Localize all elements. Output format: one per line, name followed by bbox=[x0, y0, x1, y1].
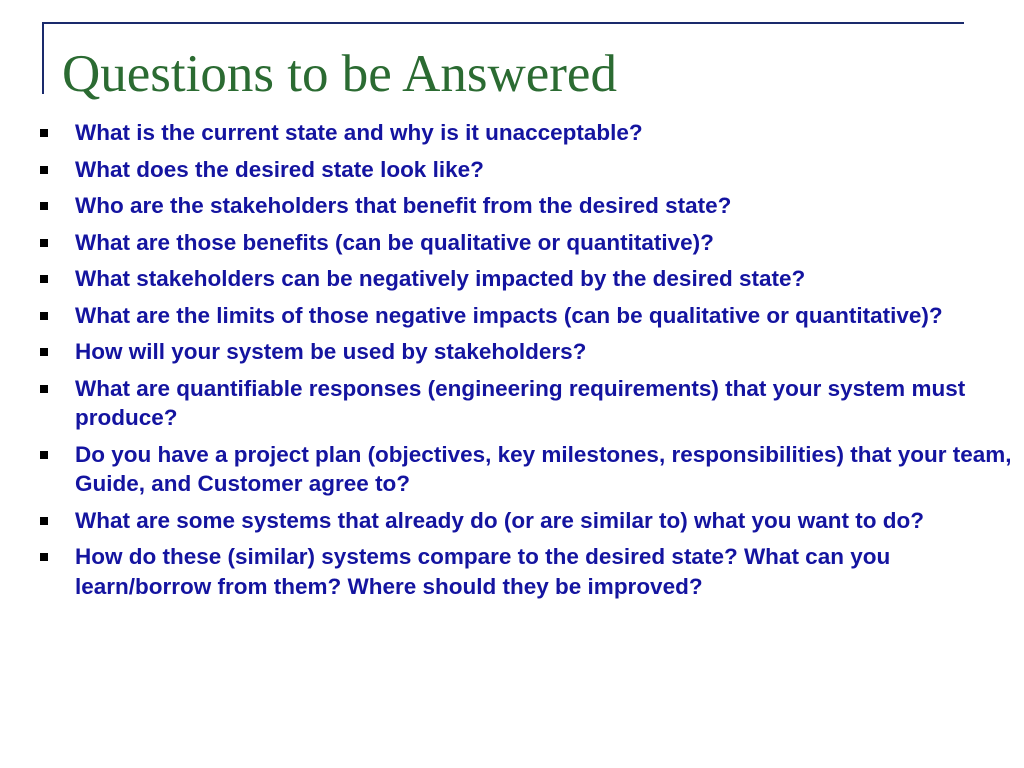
bullet-text: Do you have a project plan (objectives, key milestones, responsibilities) that your team, Guide, and Customer agree to? bbox=[75, 441, 1012, 496]
bullet-list bbox=[38, 118, 1013, 608]
bullet-item bbox=[38, 337, 1013, 367]
frame-left-line bbox=[42, 22, 44, 94]
bullet-text: What are quantifiable responses (engineering requirements) that your system must produce? bbox=[75, 375, 966, 430]
square-bullet-icon bbox=[40, 553, 48, 561]
bullet-text: What stakeholders can be negatively impacted by the desired state? bbox=[75, 266, 806, 291]
bullet-item bbox=[38, 301, 1013, 331]
square-bullet-icon bbox=[40, 129, 48, 137]
frame-top-line bbox=[42, 22, 964, 24]
bullet-item bbox=[38, 118, 1013, 148]
bullet-text: What are some systems that already do (or are similar to) what you want to do? bbox=[75, 507, 924, 533]
square-bullet-icon bbox=[40, 348, 48, 356]
bullet-item bbox=[38, 191, 1013, 221]
square-bullet-icon bbox=[40, 312, 48, 320]
square-bullet-icon bbox=[40, 451, 48, 459]
square-bullet-icon bbox=[40, 517, 48, 525]
bullet-text: Who are the stakeholders that benefit from the desired state? bbox=[75, 193, 732, 218]
bullet-text: What are the limits of those negative impacts (can be qualitative or quantitative)? bbox=[75, 302, 943, 328]
bullet-text: How will your system be used by stakeholders? bbox=[75, 339, 587, 364]
bullet-text: What is the current state and why is it unacceptable? bbox=[75, 120, 643, 145]
bullet-text: How do these (similar) systems compare to the desired state? What can you learn/borrow from them? Where should they be improved? bbox=[75, 544, 891, 599]
square-bullet-icon bbox=[40, 239, 48, 247]
bullet-text: What are those benefits (can be qualitative or quantitative)? bbox=[75, 229, 714, 255]
bullet-item bbox=[38, 264, 1013, 294]
square-bullet-icon bbox=[40, 202, 48, 210]
bullet-item bbox=[38, 155, 1013, 185]
bullet-item bbox=[38, 440, 1013, 499]
square-bullet-icon bbox=[40, 275, 48, 283]
bullet-item bbox=[38, 506, 1013, 536]
slide-title: Questions to be Answered bbox=[62, 45, 617, 103]
bullet-item bbox=[38, 374, 1013, 433]
bullet-item bbox=[38, 542, 1013, 601]
bullet-item bbox=[38, 228, 1013, 258]
bullet-text: What does the desired state look like? bbox=[75, 156, 484, 182]
square-bullet-icon bbox=[40, 385, 48, 393]
square-bullet-icon bbox=[40, 166, 48, 174]
